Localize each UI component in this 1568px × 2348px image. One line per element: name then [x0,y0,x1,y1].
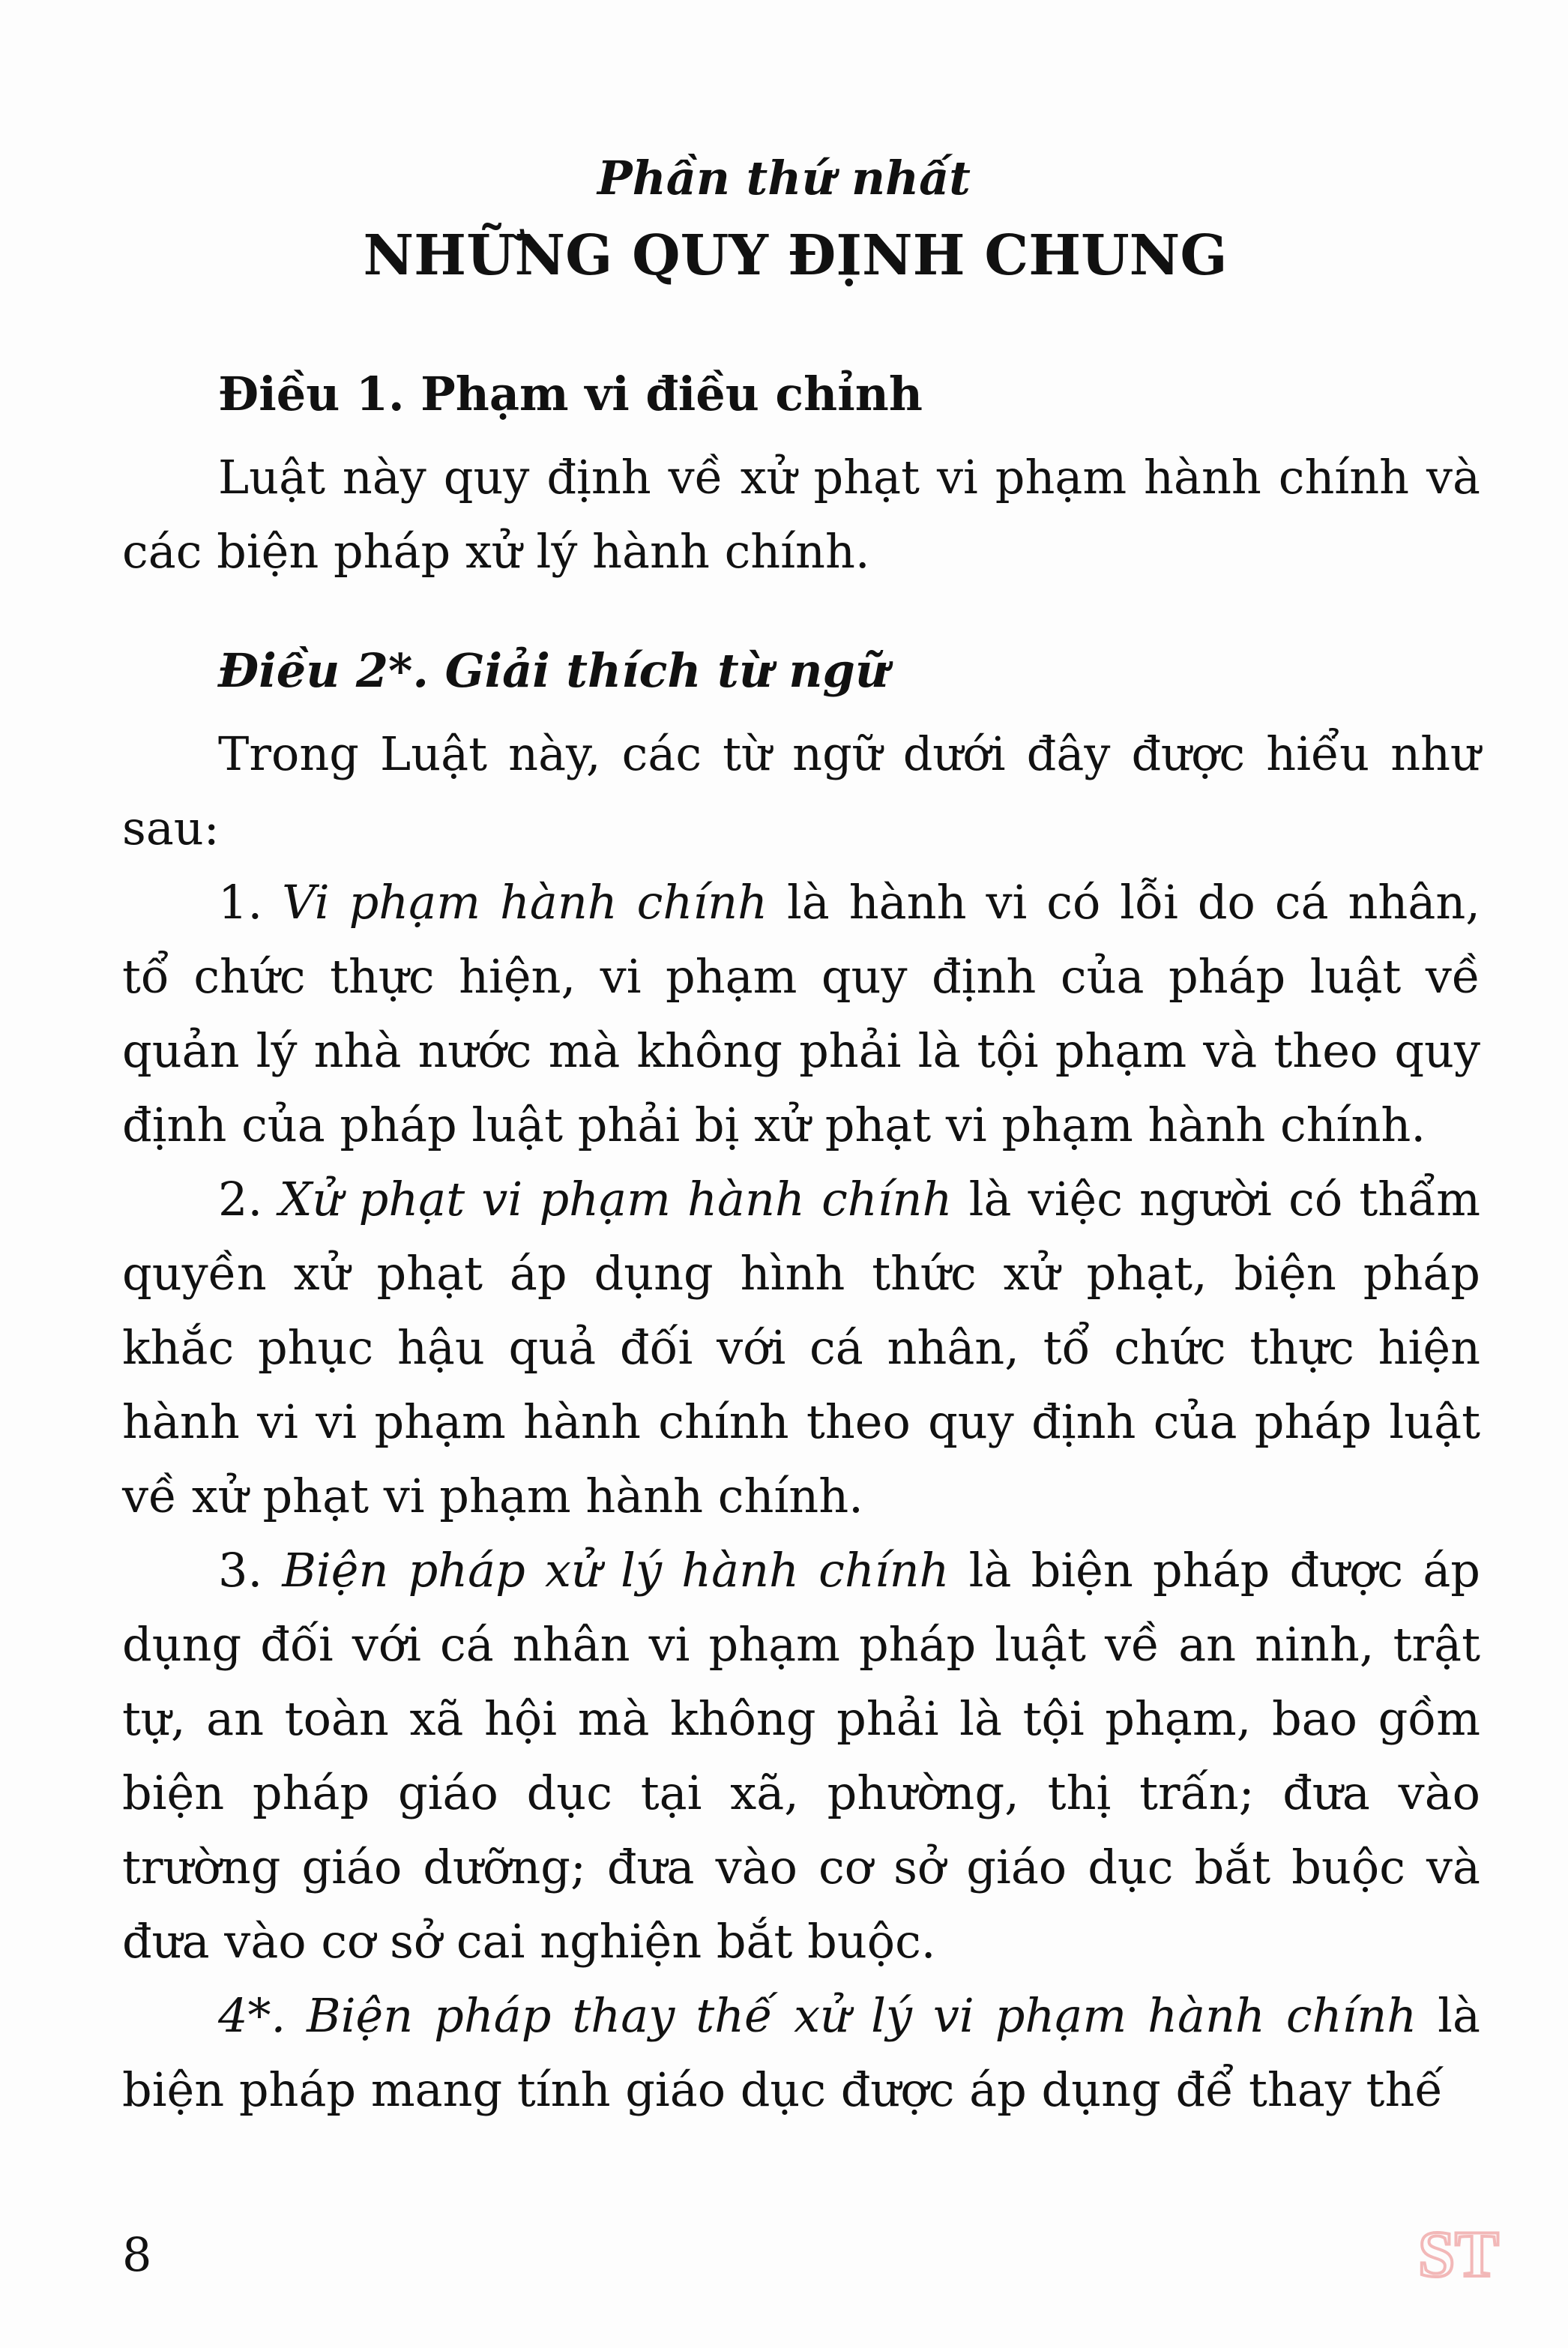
item-term: Biện pháp thay thế xử lý vi phạm hành chính [307,1988,1417,2043]
publisher-logo-icon [1417,2216,1501,2291]
item-text: là hành vi có lỗi do cá nhân, tổ chức thực hiện, vi phạm quy định của pháp luật về quản lý nhà nước mà không phải là tội phạm và theo quy định của pháp luật phải bị xử phạt vi phạm hành chính. [122,875,1480,1152]
item-number: 1. [218,875,283,930]
article-2-heading: Điều 2*. Giải thích từ ngữ [218,643,889,698]
article-2-item-1 [122,865,1480,1162]
item-text: là biện pháp mang tính giáo dục được áp dụng để thay thế [122,1988,1480,2117]
part-heading: NHỮNG QUY ĐỊNH CHUNG [363,223,1228,288]
article-2-intro: Trong Luật này, các từ ngữ dưới đây được hiểu như sau: [122,726,1480,855]
item-term: Xử phạt vi phạm hành chính [279,1172,953,1226]
item-number: 2. [218,1172,280,1226]
article-1-text: Luật này quy định về xử phạt vi phạm hành chính và các biện pháp xử lý hành chính. [122,450,1480,579]
item-number: 4*. [218,1988,307,2043]
article-2-item-2 [122,1162,1480,1533]
part-title: Phần thứ nhất [597,151,971,205]
article-1-heading: Điều 1. Phạm vi điều chỉnh [218,367,923,421]
item-number: 3. [218,1543,283,1598]
item-text: là việc người có thẩm quyền xử phạt áp dụng hình thức xử phạt, biện pháp khắc phục hậu quả đối với cá nhân, tổ chức thực hiện hành vi vi phạm hành chính theo quy định của pháp luật về xử phạt vi phạm hành chính. [122,1172,1480,1523]
item-term: Vi phạm hành chính [282,875,768,930]
page-number: 8 [122,2227,152,2282]
item-term: Biện pháp xử lý hành chính [282,1543,950,1598]
logo-text: ST [1418,2218,1499,2291]
article-2-item-4 [122,1978,1480,2127]
article-2-item-3 [122,1533,1480,1978]
document-body [122,357,1480,2127]
item-text: là biện pháp được áp dụng đối với cá nhân vi phạm pháp luật về an ninh, trật tự, an toàn xã hội mà không phải là tội phạm, bao gồm biện pháp giáo dục tại xã, phường, thị trấn; đưa vào trường giáo dưỡng; đưa vào cơ sở giáo dục bắt buộc và đưa vào cơ sở cai nghiện bắt buộc. [122,1543,1480,1969]
